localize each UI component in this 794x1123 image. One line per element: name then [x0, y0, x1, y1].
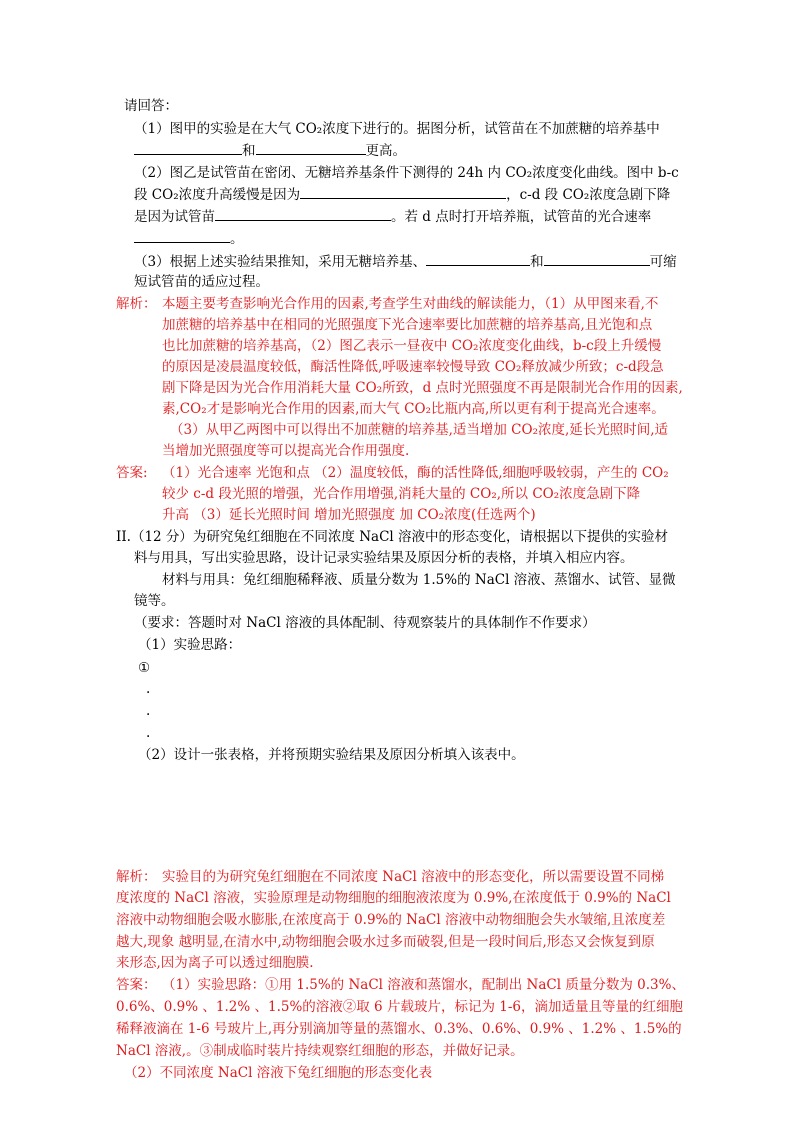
analysis-line: 来形态,因为离子可以透过细胞膜.	[116, 955, 314, 971]
step-dot: .	[146, 725, 151, 741]
q2-requirement: （要求：答题时对 NaCl 溶液的具体配制、待观察装片的具体制作不作要求）	[134, 615, 596, 631]
step-bullet: ①	[138, 660, 151, 676]
analysis-line: 度浓度的 NaCl 溶液，实验原理是动物细胞的细胞液浓度为 0.9%,在浓度低于 0.9%的 NaCl	[116, 890, 671, 906]
q1-part2-line4	[134, 228, 244, 249]
analysis-line: 溶液中动物细胞会吸水膨胀,在浓度高于 0.9%的 NaCl 溶液中动物细胞会失水皱缩,且浓度差	[116, 912, 666, 928]
text-segment: 可缩	[649, 254, 677, 270]
blank-field[interactable]	[215, 206, 391, 221]
text-segment: 。若 d 点时打开培养瓶，试管苗的光合速率	[391, 209, 652, 225]
text-segment: 段 CO₂浓度升高缓慢是因为	[134, 187, 301, 203]
q2-subq1: （1）实验思路：	[138, 637, 242, 653]
q1-part2-line2	[134, 184, 670, 205]
text-segment: 和	[530, 254, 544, 270]
q1-part3-line2: 短试管苗的适应过程。	[134, 274, 269, 290]
analysis-label: 解析：	[116, 296, 157, 312]
analysis-line: 本题主要考查影响光合作用的因素,考查学生对曲线的解读能力，（1）从甲图来看,不	[162, 296, 659, 312]
answer-line: 0.6%、0.9% 、1.2% 、1.5%的溶液②取 6 片载玻片，标记为 1-6，滴加适量且等量的红细胞	[116, 999, 683, 1015]
text-segment: （3）根据上述实验结果推知，采用无糖培养基、	[134, 254, 427, 270]
q1-part1-line1: （1）图甲的实验是在大气 CO₂浓度下进行的。据图分析，试管苗在不加蔗糖的培养基中	[134, 121, 660, 137]
text-segment: 。	[230, 231, 244, 247]
q1-part2-line1: （2）图乙是试管苗在密闭、无糖培养基条件下测得的 24h 内 CO₂浓度变化曲线。图中 b-c	[134, 165, 679, 181]
answer-line: （2）不同浓度 NaCl 溶液下兔红细胞的形态变化表	[124, 1065, 433, 1081]
text-segment: 是因为试管苗	[134, 209, 215, 225]
q2-line2: 料与用具，写出实验思路，设计记录实验结果及原因分析的表格，并填入相应内容。	[134, 550, 634, 566]
answer-line: 稀释液滴在 1-6 号玻片上,再分别滴加等量的蒸馏水、0.3%、0.6%、0.9% 、1.2% 、1.5%的	[116, 1021, 682, 1037]
answer-line: NaCl 溶液,。③制成临时装片持续观察红细胞的形态，并做好记录。	[116, 1043, 524, 1059]
step-dot: .	[146, 703, 151, 719]
q2-line1: II.（12 分）为研究兔红细胞在不同浓度 NaCl 溶液中的形态变化，请根据以下提供的实验材	[116, 529, 669, 545]
text-segment: ，c-d 段 CO₂浓度急剧下降	[506, 187, 671, 203]
analysis-label: 解析：	[116, 869, 157, 885]
q2-subq2: （2）设计一张表格，并将预期实验结果及原因分析填入该表中。	[138, 747, 525, 763]
blank-field[interactable]	[134, 140, 242, 155]
answer-line: （1）光合速率 光饱和点 （2）温度较低，酶的活性降低,细胞呼吸较弱，产生的 CO₂	[162, 465, 669, 481]
analysis-line: 实验目的为研究兔红细胞在不同浓度 NaCl 溶液中的形态变化，所以需要设置不同梯	[162, 869, 665, 885]
analysis-line: 当增加光照强度等可以提高光合作用强度.	[162, 443, 410, 459]
ending-text: 更高。	[365, 143, 406, 159]
analysis-line: 加蔗糖的培养基中在相同的光照强度下光合速率要比加蔗糖的培养基高,且光饱和点	[162, 317, 653, 333]
q1-part1-line2	[134, 140, 406, 161]
answer-line: 升高 （3）延长光照时间 增加光照强度 加 CO₂浓度(任选两个)	[162, 507, 536, 523]
analysis-line: 也比加蔗糖的培养基高，（2）图乙表示一昼夜中 CO₂浓度变化曲线，b-c段上升缓慢	[162, 338, 662, 354]
blank-field[interactable]	[256, 140, 366, 155]
analysis-line: 剧下降是因为光合作用消耗大量 CO₂所致，d 点时光照强度不再是限制光合作用的因素,	[162, 380, 683, 396]
q1-part3-line1	[134, 251, 677, 272]
q1-part2-line3	[134, 206, 651, 227]
q2-line3: 材料与用具：兔红细胞稀释液、质量分数为 1.5%的 NaCl 溶液、蒸馏水、试管、显微	[162, 572, 676, 588]
q2-line4: 镜等。	[134, 593, 175, 609]
intro-text: 请回答：	[124, 98, 178, 114]
answer-line: （1）实验思路：①用 1.5%的 NaCl 溶液和蒸馏水，配制出 NaCl 质量分数为 0.3%、	[162, 977, 685, 993]
answer-label: 答案：	[116, 977, 157, 993]
analysis-line: 的原因是凌晨温度较低，酶活性降低,呼吸速率较慢导致 CO₂释放减少所致；c-d段急	[162, 359, 664, 375]
answer-line: 较少 c-d 段光照的增强，光合作用增强,消耗大量的 CO₂,所以 CO₂浓度急剧下降	[162, 486, 641, 502]
blank-field[interactable]	[426, 251, 530, 266]
blank-field[interactable]	[300, 184, 506, 199]
blank-field[interactable]	[544, 251, 650, 266]
connector-text: 和	[242, 143, 256, 159]
answer-label: 答案:	[116, 465, 148, 481]
analysis-line: 素,CO₂才是影响光合作用的因素,而大气 CO₂比瓶内高,所以更有利于提高光合速率。	[162, 401, 665, 417]
step-dot: .	[146, 681, 151, 697]
blank-field[interactable]	[134, 228, 230, 243]
analysis-line: 越大,现象 越明显,在清水中,动物细胞会吸水过多而破裂,但是一段时间后,形态又会恢复到原	[116, 934, 655, 950]
analysis-line: （3）从甲乙两图中可以得出不加蔗糖的培养基,适当增加 CO₂浓度,延长光照时间,适	[170, 422, 669, 438]
